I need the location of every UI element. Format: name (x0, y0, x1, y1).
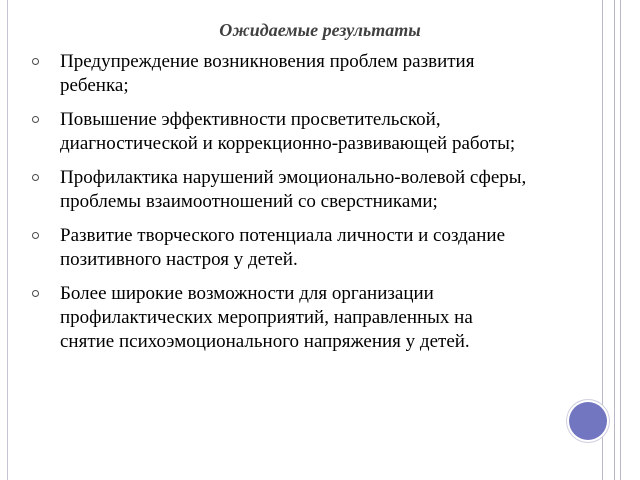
bullet-item (30, 108, 585, 156)
bullet-line: диагностической и коррекционно-развивающей работы; (60, 133, 516, 154)
hollow-circle-bullet-icon (32, 290, 39, 297)
frame-line (620, 0, 621, 480)
bullet-line: снятие психоэмоционального напряжения у детей. (60, 331, 470, 352)
bullet-line: ребенка; (60, 75, 129, 96)
slide-title: Ожидаемые результаты (219, 20, 421, 40)
bullet-item (30, 224, 585, 272)
left-frame-border (0, 0, 8, 480)
bullet-line: позитивного настроя у детей. (60, 249, 298, 270)
bullet-list (30, 50, 585, 364)
hollow-circle-bullet-icon (32, 174, 39, 181)
frame-line (614, 0, 615, 480)
bullet-item (30, 50, 585, 98)
bullet-line: Предупреждение возникновения проблем развития (60, 51, 475, 72)
bullet-line: профилактических мероприятий, направленных на (60, 307, 473, 328)
circle-ornament-icon (569, 402, 607, 440)
hollow-circle-bullet-icon (32, 116, 39, 123)
bullet-line: Развитие творческого потенциала личности и создание (60, 225, 506, 246)
bullet-line: проблемы взаимоотношений со сверстниками; (60, 191, 438, 212)
bullet-line: Повышение эффективности просветительской, (60, 109, 441, 130)
bullet-item (30, 282, 585, 354)
bullet-item (30, 166, 585, 214)
hollow-circle-bullet-icon (32, 58, 39, 65)
bullet-line: Более широкие возможности для организации (60, 283, 434, 304)
bullet-line: Профилактика нарушений эмоционально-волевой сферы, (60, 167, 527, 188)
hollow-circle-bullet-icon (32, 232, 39, 239)
